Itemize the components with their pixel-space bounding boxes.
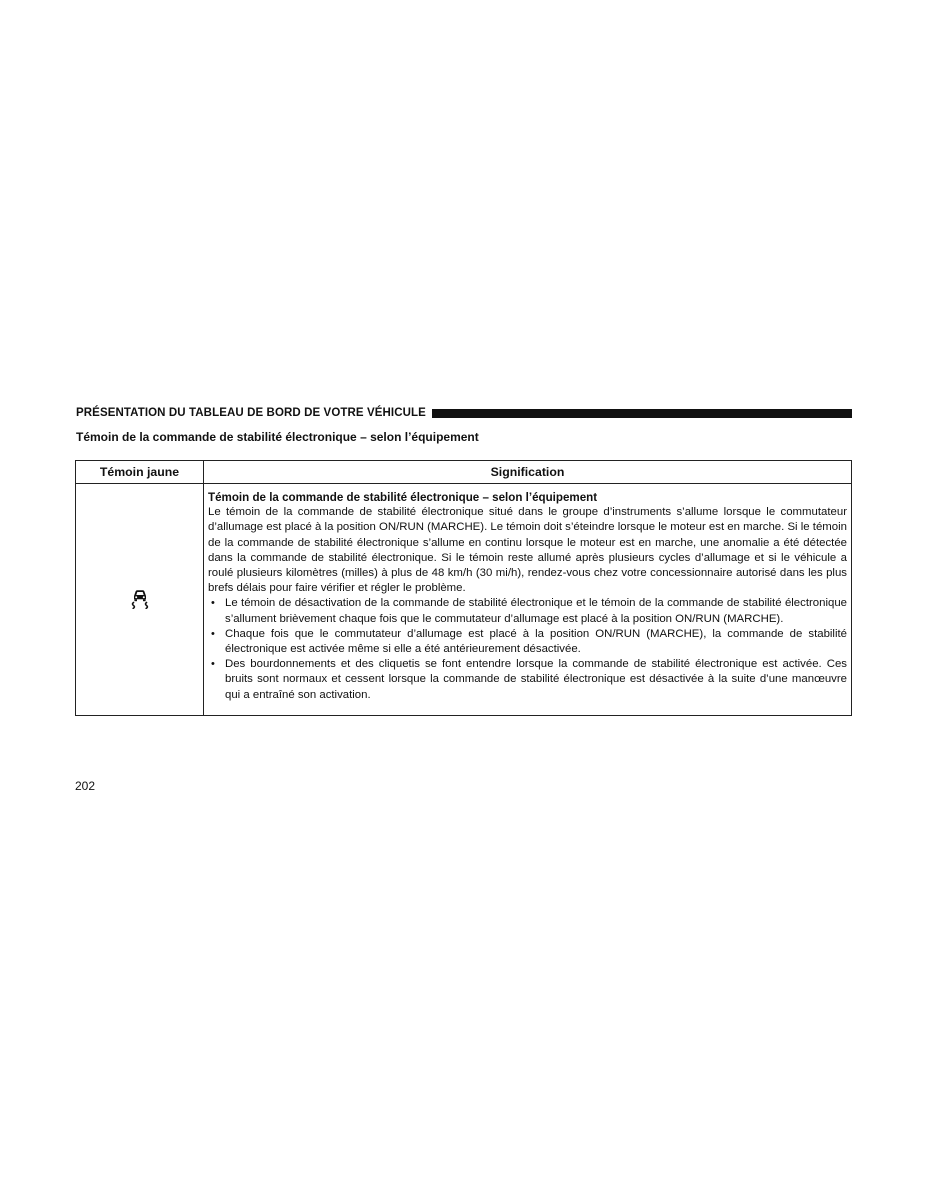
stability-control-warning-icon — [128, 585, 152, 609]
list-item — [208, 627, 847, 657]
bullet-icon: • — [211, 658, 215, 671]
icon-cell — [76, 484, 204, 716]
section-header-bar — [432, 409, 852, 418]
bullet-icon: • — [211, 597, 215, 610]
column-header-temoin: Témoin jaune — [76, 461, 204, 484]
bullet-text: Chaque fois que le commutateur d’allumage est placé à la position ON/RUN (MARCHE), la commande de stabilité électronique est activée même si elle a été antérieurement désactivée. — [225, 627, 847, 656]
description-paragraph: Le témoin de la commande de stabilité électronique situé dans le groupe d’instruments s’allume lorsque le commutateur d’allumage est placé à la position ON/RUN (MARCHE). Le témoin doit s’éteindre lorsque le moteur est en marche. Si le témoin de la commande de stabilité électronique s’allume en continu lorsque le moteur est en marche, une anomalie a été détectée dans la commande de stabilité électronique. Si le témoin reste allumé après plusieurs cycles d’allumage et si le véhicule a roulé plusieurs kilomètres (milles) à plus de 48 km/h (30 mi/h), rendez-vous chez votre concessionnaire autorisé dans les plus brefs délais pour faire vérifier et régler le problème. — [208, 506, 847, 595]
bullet-icon: • — [211, 627, 215, 640]
list-item — [208, 596, 847, 626]
table-row — [76, 484, 852, 716]
page-number: 202 — [75, 779, 96, 793]
description-cell — [204, 484, 852, 716]
table-header-row — [76, 461, 852, 484]
list-item — [208, 657, 847, 703]
table-caption: Témoin de la commande de stabilité électronique – selon l’équipement — [76, 430, 479, 444]
section-title: PRÉSENTATION DU TABLEAU DE BORD DE VOTRE VÉHICULE — [76, 407, 426, 419]
bullet-text: Des bourdonnements et des cliquetis se font entendre lorsque la commande de stabilité électronique est activée. Ces bruits sont normaux et cessent lorsque la commande de stabilité électronique est désactivée à la suite d’une manœuvre qui a entraîné son activation. — [225, 658, 847, 701]
bullet-text: Le témoin de désactivation de la commande de stabilité électronique et le témoin de la commande de stabilité électronique s’allument brièvement chaque fois que le commutateur d’allumage est placé à la position ON/RUN (MARCHE). — [225, 597, 847, 625]
column-header-signification: Signification — [204, 461, 852, 484]
warning-light-table — [75, 460, 852, 716]
section-header — [76, 405, 852, 421]
description-title: Témoin de la commande de stabilité électronique – selon l’équipement — [208, 491, 598, 504]
bullet-list — [208, 596, 847, 702]
